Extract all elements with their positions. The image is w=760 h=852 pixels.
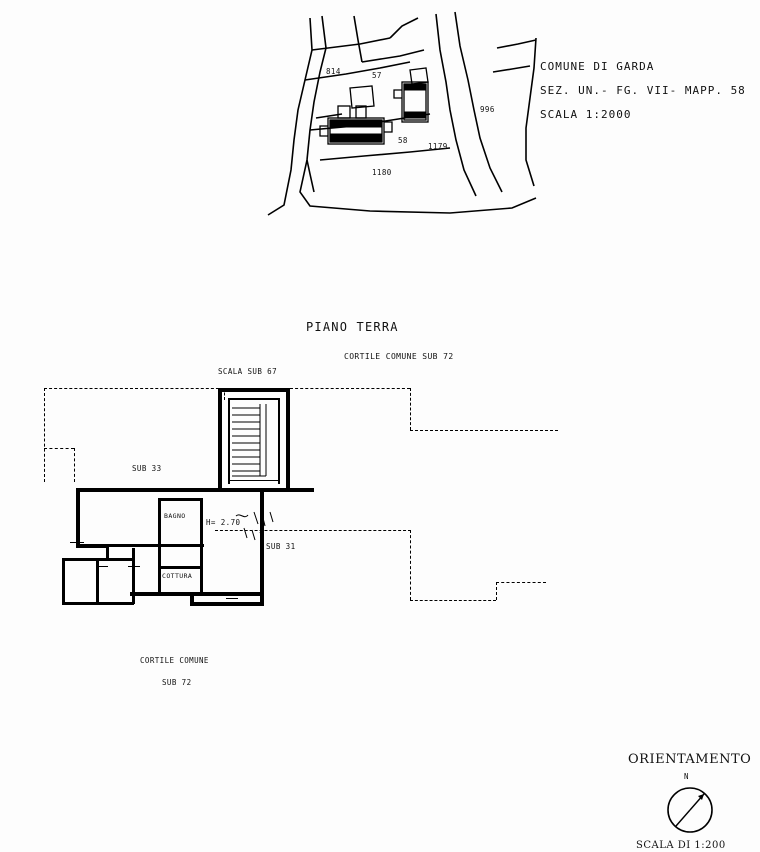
boundary-dashed-top-left xyxy=(44,388,224,389)
compass-icon xyxy=(660,782,730,842)
cadastral-map xyxy=(250,10,560,225)
parcel-label-58: 58 xyxy=(398,136,408,145)
stair-landing-line xyxy=(228,480,280,481)
floor-plan xyxy=(40,367,580,650)
boundary-dashed-right-step xyxy=(410,430,558,431)
cadastral-map-svg xyxy=(250,10,560,225)
orientation-north-label: N xyxy=(684,772,689,781)
boundary-dashed-notch xyxy=(44,448,74,449)
stair-wall-right xyxy=(286,388,290,492)
boundary-dashed-bottom-1 xyxy=(410,600,496,601)
window-1 xyxy=(76,510,77,524)
stair-wall-top xyxy=(218,388,290,392)
apt-wall-bottom xyxy=(130,592,264,596)
label-bagno: BAGNO xyxy=(164,512,186,520)
door-jamb-4 xyxy=(158,518,159,530)
parcel-label-1180: 1180 xyxy=(372,168,392,177)
boundary-dashed-notch-v xyxy=(74,448,75,482)
label-scala-sub: SCALA SUB 67 xyxy=(218,367,277,376)
door-jamb-1 xyxy=(70,542,84,543)
stair-inner-right xyxy=(278,398,280,484)
apt-wall-right xyxy=(260,488,264,596)
boundary-dashed-lower-v xyxy=(410,530,411,600)
title-sezione: SEZ. UN.- FG. VII- MAPP. 58 xyxy=(540,84,746,97)
floorplan-heading: PIANO TERRA xyxy=(306,320,399,334)
cottura-wall-mid xyxy=(158,566,203,569)
annex-wall-stub xyxy=(106,544,109,560)
orientation-title: ORIENTAMENTO xyxy=(628,752,752,767)
annex-wall-right xyxy=(132,548,135,604)
label-height: H= 2.70 xyxy=(206,518,241,527)
label-sub33: SUB 33 xyxy=(132,464,162,473)
stair-wall-left xyxy=(218,388,222,492)
label-cortile-comune: CORTILE COMUNE xyxy=(140,656,209,665)
stair-treads-svg xyxy=(232,404,276,480)
boundary-dashed-bottom-v xyxy=(496,582,497,600)
apt-wall-top-right xyxy=(286,488,314,492)
bagno-wall-right xyxy=(200,498,203,544)
boundary-dashed-left xyxy=(44,388,45,482)
orientation-footer: SCALA DI 1:200 xyxy=(636,840,726,851)
label-cortile-sub72: SUB 72 xyxy=(162,678,192,687)
apt-wall-step-right xyxy=(260,592,264,606)
door-jamb-5 xyxy=(200,576,201,588)
boundary-dashed-bottom-2 xyxy=(496,582,546,583)
annex-wall-left xyxy=(62,558,65,604)
stair-inner-left xyxy=(228,398,230,484)
interior-wall-mid xyxy=(80,544,204,547)
apt-wall-step-h xyxy=(190,602,264,606)
title-comune: COMUNE DI GARDA xyxy=(540,60,655,73)
boundary-dashed-right-upper xyxy=(410,388,411,430)
title-scala: SCALA 1:2000 xyxy=(540,108,632,121)
window-2 xyxy=(84,488,100,489)
bagno-wall-top xyxy=(158,498,203,501)
orientation-block xyxy=(628,752,760,852)
parcel-label-1179: 1179 xyxy=(428,142,448,151)
door-jamb-3 xyxy=(128,566,140,567)
label-cottura: COTTURA xyxy=(162,572,193,580)
stair-treads xyxy=(232,404,276,480)
annex-wall-mid xyxy=(96,558,99,604)
parcel-label-814: 814 xyxy=(326,67,341,76)
door-jamb-2 xyxy=(96,566,108,567)
boundary-dashed-top-right xyxy=(290,388,410,389)
stair-wall-bottom xyxy=(218,488,290,492)
door-jamb-6 xyxy=(226,598,238,599)
label-sub31: SUB 31 xyxy=(266,542,296,551)
parcel-label-996: 996 xyxy=(480,105,495,114)
stair-inner-top xyxy=(228,398,280,400)
parcel-label-57: 57 xyxy=(372,71,382,80)
floorplan-subheading: CORTILE COMUNE SUB 72 xyxy=(344,352,454,361)
